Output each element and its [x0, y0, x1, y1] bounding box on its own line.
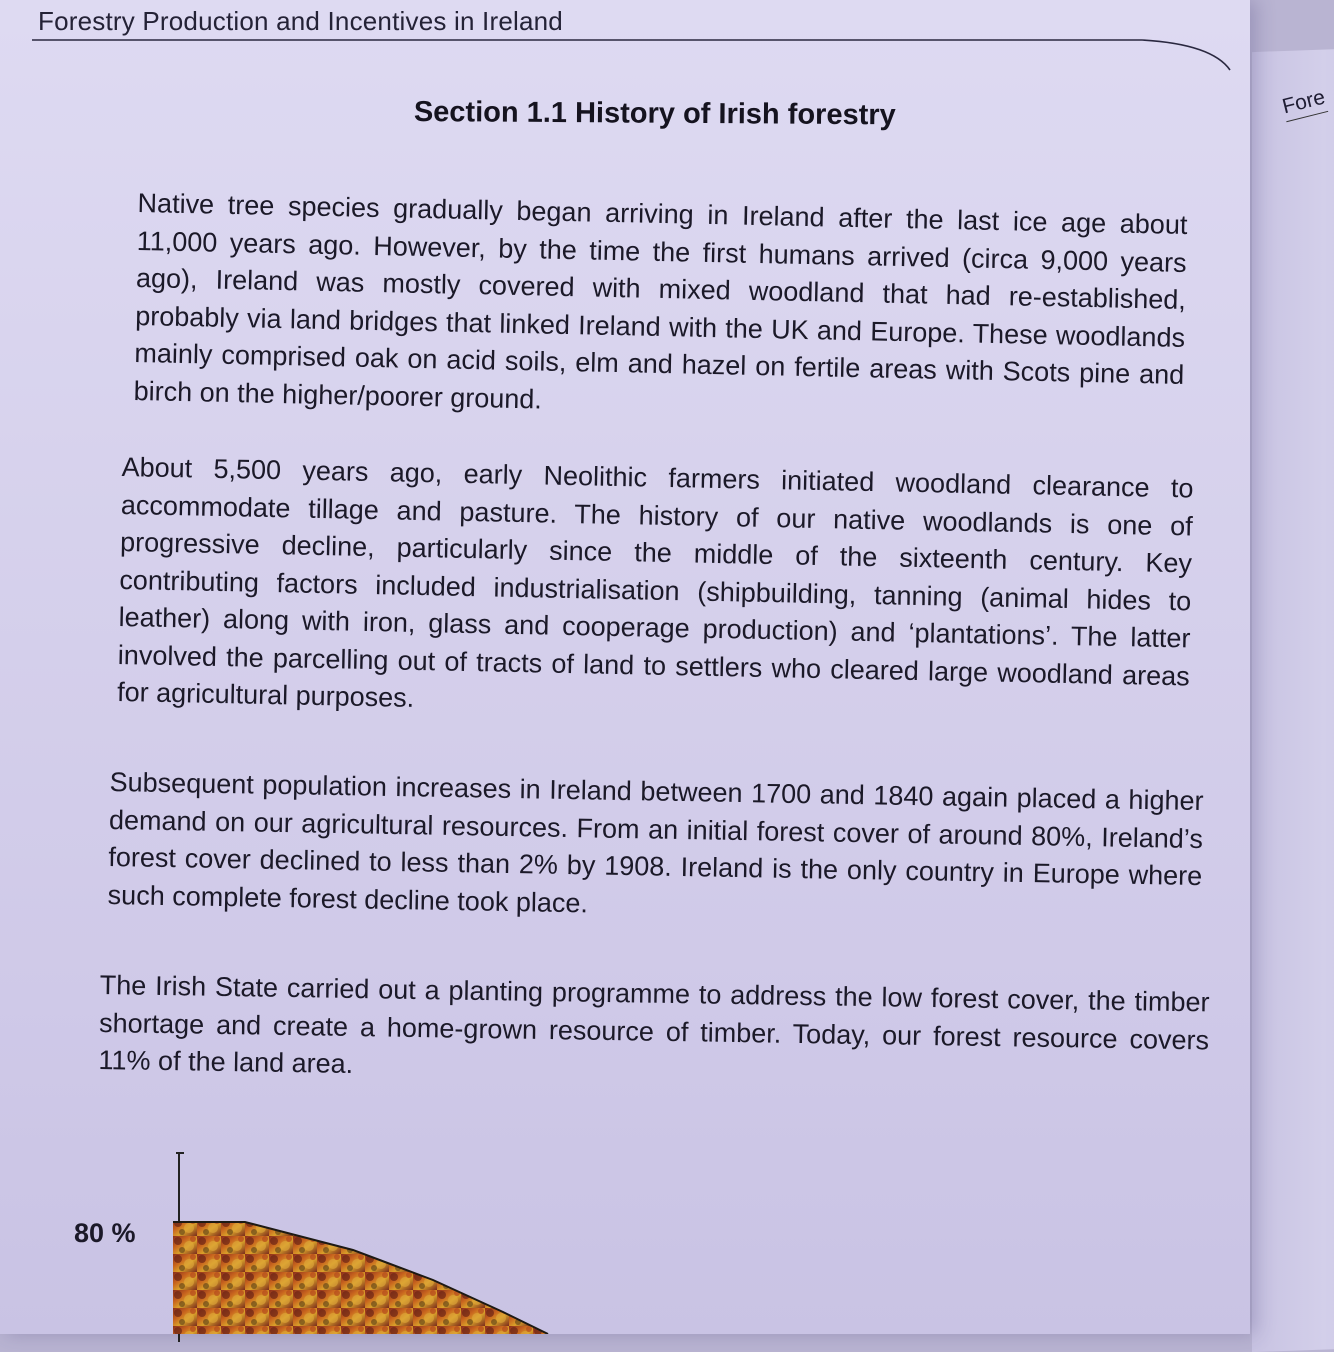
paragraph-1: Native tree species gradually began arriving in Ireland after the last ice age about 11,000 years ago. However, by the time the first humans arrived (circa 9,000 years ago), Ireland was mostly covered with mixed woodland that had re-established, probably via land bridges that linked Ireland with the UK and Europe. These woodlands mainly comprised oak on acid soils, elm and hazel on fertile areas with Scots pine and birch on the higher/poorer ground. [133, 187, 1188, 415]
next-page-edge [1252, 48, 1334, 1352]
forest-cover-figure-image [173, 1200, 573, 1334]
header-rule [32, 38, 1232, 72]
figure-y-label: 80 % [74, 1218, 136, 1248]
running-head: Forestry Production and Incentives in Ireland [38, 6, 563, 36]
figure-y-axis-top-tick [176, 1152, 184, 1154]
paragraph-2: About 5,500 years ago, early Neolithic farmers initiated woodland clearance to accommodate tillage and pasture. The history of our native woodlands is one of progressive decline, particularly since the middle of the sixteenth century. Key contributing factors included industrialisation (shipbuilding, tanning (animal hides to leather) along with iron, glass and cooperage production) and ‘plantations’. The latter involved the parcelling out of tracts of land to settlers who cleared large woodland areas for agricultural purposes. [116, 451, 1194, 713]
section-title: Section 1.1 History of Irish forestry [413, 96, 896, 132]
paragraph-4: The Irish State carried out a planting programme to address the low forest cover, the timber shortage and create a home-grown resource of timber. Today, our forest resource covers 11% of the land area. [98, 969, 1210, 1079]
paragraph-3: Subsequent population increases in Ireland between 1700 and 1840 again placed a higher demand on our agricultural resources. From an initial forest cover of around 80%, Ireland’s forest cover declined to less than 2% by 1908. Ireland is the only country in Europe where such complete forest decline took place. [107, 766, 1204, 918]
next-page-running-head: Fore [1280, 86, 1328, 123]
